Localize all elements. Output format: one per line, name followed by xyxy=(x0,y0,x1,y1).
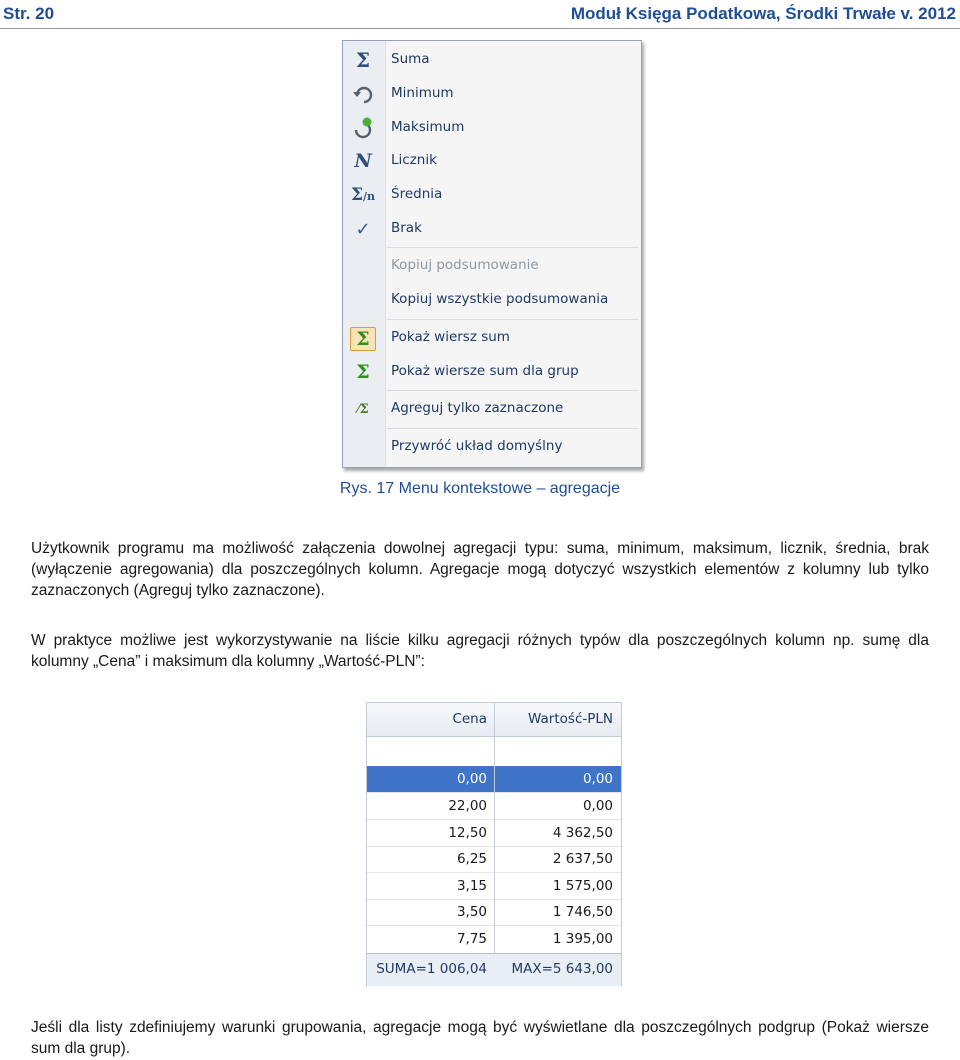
cell-cena: 22,00 xyxy=(448,798,487,814)
average-icon: Σ/n xyxy=(350,185,376,205)
aggregation-grid xyxy=(366,702,622,986)
cell-cena: 6,25 xyxy=(456,851,487,867)
sum-row-icon: Σ xyxy=(350,327,376,351)
column-divider xyxy=(494,703,495,985)
cell-wartosc-pln: 0,00 xyxy=(582,798,613,814)
paragraph-aggregation-types: Użytkownik programu ma możliwość załączenia dowolnej agregacji typu: suma, minimum, maksimum, licznik, średnia, brak (wyłączenie agregowania) dla poszczególnych kolumn. Agregacje mogą dotyczyć wszystkich elementów z kolumny lub tylko zaznaczonych (Agreguj tylko zaznaczone). xyxy=(31,540,929,599)
menu-item-brak[interactable]: ✓ Brak xyxy=(343,214,641,244)
aggregation-context-menu xyxy=(342,40,642,468)
summary-cena[interactable]: SUMA=1 006,04 xyxy=(376,961,487,977)
cell-cena: 3,50 xyxy=(456,904,487,920)
paragraph-aggregation-example: W praktyce możliwe jest wykorzystywanie na liście kilku agregacji różnych typów dla poszczególnych kolumn np. sumę dla kolumny „Cena” i maksimum dla kolumny „Wartość-PLN”: xyxy=(31,632,929,670)
menu-item-minimum[interactable]: Minimum xyxy=(343,79,641,109)
page-number: Str. 20 xyxy=(3,4,55,23)
cell-wartosc-pln: 1 746,50 xyxy=(552,904,613,920)
cell-wartosc-pln: 4 362,50 xyxy=(552,825,613,841)
summary-wartosc-pln[interactable]: MAX=5 643,00 xyxy=(511,961,613,977)
cell-cena: 7,75 xyxy=(456,931,487,947)
menu-item-licznik[interactable]: N Licznik xyxy=(343,146,641,176)
sigma-icon: Σ xyxy=(355,48,371,72)
cell-wartosc-pln: 1 395,00 xyxy=(552,931,613,947)
menu-item-srednia[interactable]: Σ/n Średnia xyxy=(350,185,443,205)
column-header-wartosc-pln[interactable]: Wartość-PLN xyxy=(528,711,613,727)
aggregate-selected-icon: ⁄Σ xyxy=(357,401,369,417)
menu-item-pokaz-wiersz-sum[interactable]: Σ Pokaż wiersz sum xyxy=(343,323,641,353)
cell-cena: 3,15 xyxy=(456,878,487,894)
menu-item-przywroc-uklad[interactable]: Przywróć układ domyślny xyxy=(391,438,563,454)
cell-wartosc-pln: 1 575,00 xyxy=(552,878,613,894)
group-sum-icon: Σ xyxy=(356,361,370,383)
menu-item-kopiuj-podsumowanie[interactable]: Kopiuj podsumowanie xyxy=(391,257,539,273)
menu-item-maksimum[interactable]: Maksimum xyxy=(343,113,641,143)
cell-wartosc-pln: 0,00 xyxy=(582,771,613,787)
figure-caption: Rys. 17 Menu kontekstowe – agregacje xyxy=(339,480,621,497)
page-header xyxy=(0,0,960,29)
n-count-icon: N xyxy=(354,150,372,172)
column-header-cena[interactable]: Cena xyxy=(452,711,487,727)
paragraph-group-aggregation: Jeśli dla listy zdefiniujemy warunki grupowania, agregacje mogą być wyświetlane dla poszczególnych podgrup (Pokaż wiersze sum dla grup). xyxy=(31,1019,929,1057)
menu-separator xyxy=(387,390,639,391)
maximum-icon xyxy=(350,116,376,140)
cell-cena: 0,00 xyxy=(456,771,487,787)
menu-separator xyxy=(387,319,639,320)
minimum-icon xyxy=(350,82,376,106)
checkmark-icon: ✓ xyxy=(355,218,371,240)
menu-item-pokaz-wiersze-sum-grup[interactable]: Σ Pokaż wiersze sum dla grup xyxy=(343,357,641,387)
menu-separator xyxy=(387,247,639,248)
menu-item-suma[interactable]: Σ Suma xyxy=(343,45,641,75)
document-title: Moduł Księga Podatkowa, Środki Trwałe v. 2012 xyxy=(570,4,956,23)
grid-summary-row xyxy=(367,953,621,986)
menu-item-agreguj-zaznaczone[interactable]: ⁄Σ Agreguj tylko zaznaczone xyxy=(343,394,641,424)
cell-wartosc-pln: 2 637,50 xyxy=(552,851,613,867)
cell-cena: 12,50 xyxy=(448,825,487,841)
menu-separator xyxy=(387,428,639,429)
menu-item-kopiuj-wszystkie[interactable]: Kopiuj wszystkie podsumowania xyxy=(391,291,609,307)
